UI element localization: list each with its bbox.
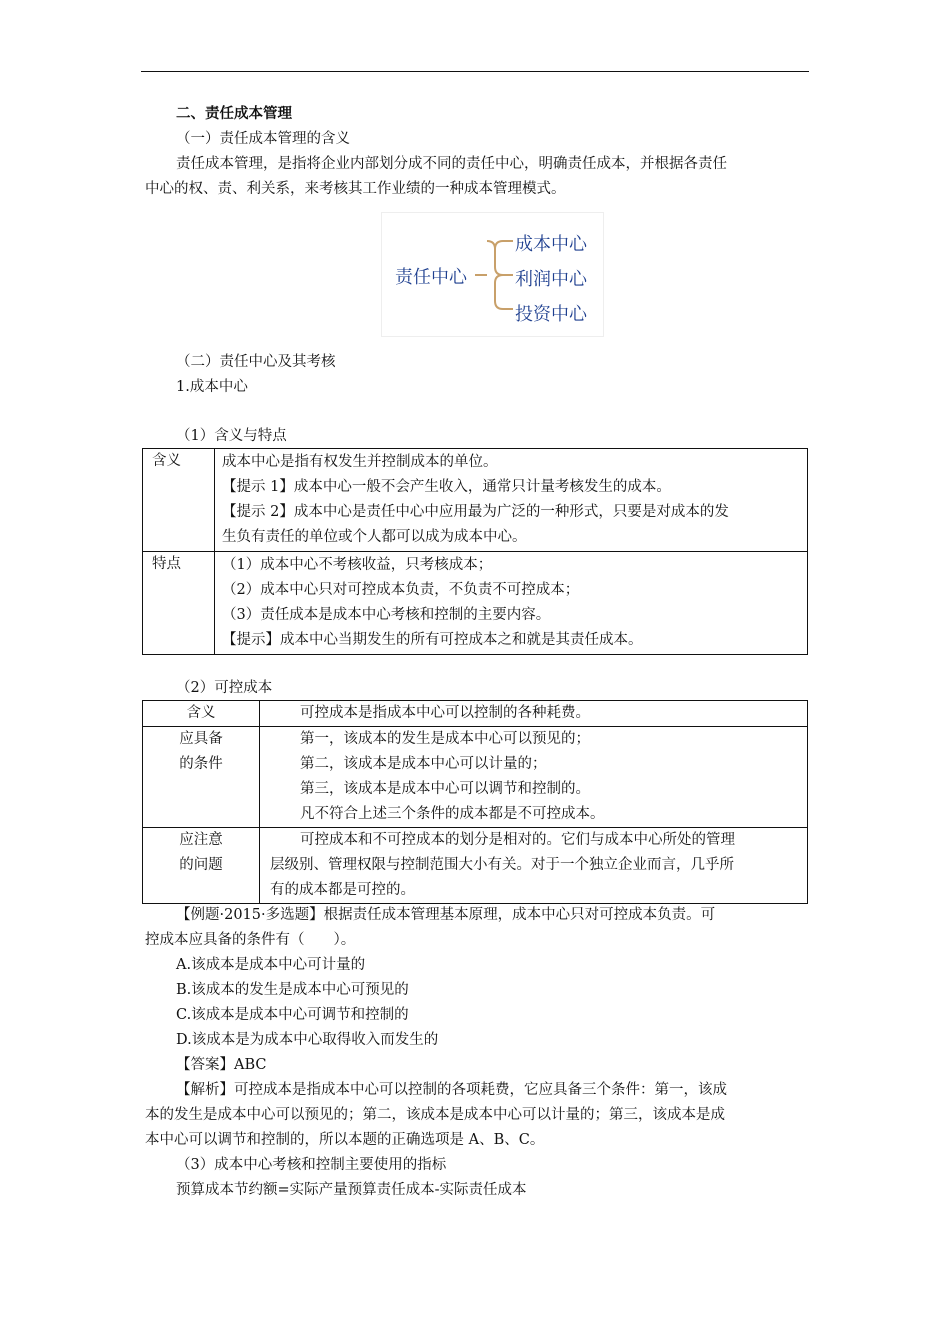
analysis-line-2: 本的发生是成本中心可以预见的；第二，该成本是成本中心可以计量的；第三，该成本是成 — [145, 1107, 725, 1123]
option-c: C.该成本是成本中心可调节和控制的 — [176, 1007, 409, 1023]
controllable-cost-table — [142, 700, 808, 904]
table-line: （2）成本中心只对可控成本负责，不负责不可控成本； — [222, 582, 580, 598]
cost-center-table — [142, 448, 808, 655]
table-key-line: 应具备 — [179, 731, 223, 747]
table-row — [143, 552, 808, 655]
responsibility-center-diagram — [381, 212, 604, 337]
table-row — [143, 449, 808, 552]
table-line: 【提示 2】成本中心是责任中心中应用最为广泛的一种形式，只要是对成本的发 — [222, 504, 729, 520]
table-cell-value — [260, 727, 808, 828]
option-d: D.该成本是为成本中心取得收入而发生的 — [176, 1032, 439, 1048]
table-key-line: 含义 — [186, 705, 216, 721]
table-key-line: 的问题 — [179, 857, 223, 873]
table-line: 层级别、管理权限与控制范围大小有关。对于一个独立企业而言，几乎所 — [270, 857, 734, 873]
table-line: 第三，该成本是成本中心可以调节和控制的。 — [300, 781, 590, 797]
table-line: 第一，该成本的发生是成本中心可以预见的； — [300, 731, 590, 747]
example-question-line-1: 【例题·2015·多选题】根据责任成本管理基本原理，成本中心只对可控成本负责。可 — [176, 907, 716, 923]
table-row — [143, 727, 808, 828]
table1-caption: （1）含义与特点 — [176, 428, 287, 444]
table-line: 成本中心是指有权发生并控制成本的单位。 — [222, 454, 498, 470]
table-cell-key — [143, 727, 260, 828]
table-line: 【提示】成本中心当期发生的所有可控成本之和就是其责任成本。 — [222, 632, 643, 648]
indicator-caption: （3）成本中心考核和控制主要使用的指标 — [176, 1157, 447, 1173]
table-line: （3）责任成本是成本中心考核和控制的主要内容。 — [222, 607, 551, 623]
table-line: 可控成本是指成本中心可以控制的各种耗费。 — [300, 705, 590, 721]
table-cell-key: 特点 — [143, 552, 215, 655]
analysis-line-1: 【解析】可控成本是指成本中心可以控制的各项耗费，它应具备三个条件：第一，该成 — [176, 1082, 727, 1098]
table-cell-value — [260, 828, 808, 904]
option-a: A.该成本是成本中心可计量的 — [176, 957, 366, 973]
table-row — [143, 828, 808, 904]
diagram-leaf-profit-center: 利润中心 — [515, 269, 587, 290]
table-line: 生负有责任的单位或个人都可以成为成本中心。 — [222, 529, 527, 545]
example-question-line-2: 控成本应具备的条件有（ ）。 — [145, 932, 356, 948]
table-cell-key — [143, 828, 260, 904]
subsection-heading-2: （二）责任中心及其考核 — [176, 354, 336, 370]
table-line: 有的成本都是可控的。 — [270, 882, 415, 898]
definition-line-2: 中心的权、责、利关系，来考核其工作业绩的一种成本管理模式。 — [145, 181, 566, 197]
header-rule — [141, 71, 809, 72]
item-cost-center: 1.成本中心 — [176, 379, 248, 395]
subsection-heading-1: （一）责任成本管理的含义 — [176, 131, 350, 147]
table-line: （1）成本中心不考核收益，只考核成本； — [222, 557, 493, 573]
diagram-root-label: 责任中心 — [395, 267, 467, 288]
table-line: 【提示 1】成本中心一般不会产生收入，通常只计量考核发生的成本。 — [222, 479, 671, 495]
analysis-line-3: 本中心可以调节和控制的，所以本题的正确选项是 A、B、C。 — [145, 1132, 545, 1148]
table-cell-key: 含义 — [143, 449, 215, 552]
table-line: 第二，该成本是成本中心可以计量的； — [300, 756, 547, 772]
definition-line-1: 责任成本管理，是指将企业内部划分成不同的责任中心，明确责任成本，并根据各责任 — [176, 156, 727, 172]
table-key-line: 应注意 — [179, 832, 223, 848]
table-cell-key — [143, 701, 260, 727]
diagram-leaf-cost-center: 成本中心 — [515, 234, 587, 255]
table-cell-value — [260, 701, 808, 727]
answer: 【答案】ABC — [176, 1057, 267, 1073]
table-cell-value — [215, 552, 808, 655]
diagram-leaf-investment-center: 投资中心 — [515, 304, 587, 325]
table2-caption: （2）可控成本 — [176, 680, 273, 696]
table-key-line: 的条件 — [179, 756, 223, 772]
option-b: B.该成本的发生是成本中心可预见的 — [176, 982, 409, 998]
section-title: 二、责任成本管理 — [176, 106, 292, 122]
table-line: 凡不符合上述三个条件的成本都是不可控成本。 — [300, 806, 605, 822]
table-line: 可控成本和不可控成本的划分是相对的。它们与成本中心所处的管理 — [300, 832, 735, 848]
table-row — [143, 701, 808, 727]
formula: 预算成本节约额=实际产量预算责任成本-实际责任成本 — [176, 1182, 527, 1198]
table-cell-value — [215, 449, 808, 552]
